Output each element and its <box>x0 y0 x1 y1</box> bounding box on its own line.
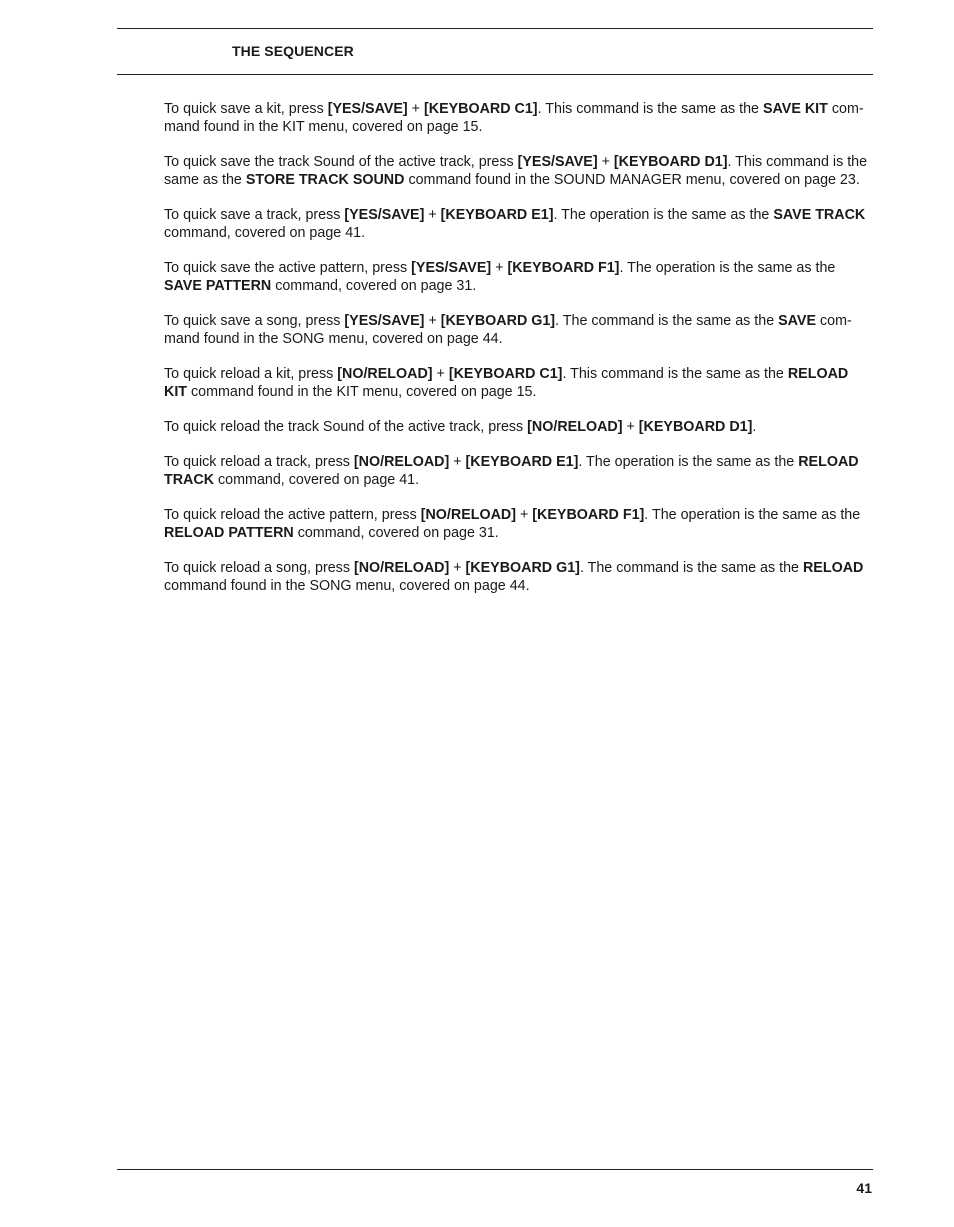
bold-term: SAVE <box>778 313 816 329</box>
bold-term: RELOAD TRACK <box>164 454 859 488</box>
text-run: + <box>432 366 449 382</box>
text-run: . The operation is the same as the <box>578 454 799 470</box>
text-run: . This command is the same as the <box>562 366 788 382</box>
bold-term: STORE TRACK SOUND <box>245 172 405 188</box>
paragraph-quick-reload-track-sound <box>164 418 873 436</box>
paragraph-quick-save-song <box>164 312 873 348</box>
text-run: To quick save a song, press <box>164 313 345 329</box>
text-run: . This command is the same as the <box>164 154 868 188</box>
bold-term: RELOAD <box>802 560 864 576</box>
text-run: . The command is the same as the <box>555 313 779 329</box>
bold-term: [NO/RELOAD] <box>353 560 450 576</box>
text-run: + <box>424 313 441 329</box>
page-body <box>164 100 873 612</box>
text-run: + <box>491 260 508 276</box>
section-title: THE SEQUENCER <box>232 43 354 59</box>
bold-term: SAVE TRACK <box>773 207 866 223</box>
text-run: + <box>407 101 424 117</box>
bold-term: [KEYBOARD D1] <box>613 154 728 170</box>
bold-term: SAVE KIT <box>763 101 828 117</box>
text-run: command, covered on page 31. <box>293 525 499 541</box>
bold-term: [YES/SAVE] <box>411 260 492 276</box>
text-run: To quick save the active pattern, press <box>164 260 412 276</box>
footer-rule <box>117 1169 873 1170</box>
paragraph-quick-save-track-sound <box>164 153 873 189</box>
bold-term: [KEYBOARD G1] <box>465 560 580 576</box>
text-run: + <box>622 419 639 435</box>
bold-term: [YES/SAVE] <box>344 207 425 223</box>
bold-term: [NO/RELOAD] <box>337 366 433 382</box>
paragraph-quick-reload-kit <box>164 365 873 401</box>
text-run: . The operation is the same as the <box>619 260 836 276</box>
text-run: command found in the SONG menu, covered on page 44. <box>164 578 530 594</box>
text-run: To quick reload a kit, press <box>164 366 338 382</box>
bold-term: [YES/SAVE] <box>327 101 408 117</box>
text-run: To quick reload a song, press <box>164 560 354 576</box>
bold-term: [KEYBOARD F1] <box>507 260 620 276</box>
paragraph-quick-save-pattern <box>164 259 873 295</box>
bold-term: [NO/RELOAD] <box>527 419 623 435</box>
bold-term: [KEYBOARD D1] <box>638 419 753 435</box>
text-run: To quick save the track Sound of the active track, press <box>164 154 518 170</box>
text-run: . The operation is the same as the <box>644 507 861 523</box>
text-run: To quick reload the track Sound of the active track, press <box>164 419 528 435</box>
bold-term: RELOAD KIT <box>164 366 849 400</box>
bold-term: [KEYBOARD F1] <box>532 507 645 523</box>
text-run: . This command is the same as the <box>537 101 763 117</box>
text-run: command, covered on page 41. <box>164 225 366 241</box>
text-run: + <box>597 154 614 170</box>
paragraph-quick-save-track <box>164 206 873 242</box>
paragraph-quick-reload-track <box>164 453 873 489</box>
header-top-rule <box>117 28 873 29</box>
bold-term: [KEYBOARD G1] <box>440 313 556 329</box>
paragraph-quick-save-kit <box>164 100 873 136</box>
text-run: . The command is the same as the <box>579 560 803 576</box>
bold-term: [KEYBOARD E1] <box>440 207 554 223</box>
paragraph-quick-reload-song <box>164 559 873 595</box>
text-run: command, covered on page 31. <box>271 278 477 294</box>
text-run: command found in the SOUND MANAGER menu, covered on page 23. <box>404 172 860 188</box>
bold-term: [NO/RELOAD] <box>353 454 450 470</box>
bold-term: [NO/RELOAD] <box>420 507 516 523</box>
text-run: . The operation is the same as the <box>553 207 774 223</box>
bold-term: [KEYBOARD C1] <box>423 101 538 117</box>
bold-term: [KEYBOARD E1] <box>465 454 579 470</box>
bold-term: [KEYBOARD C1] <box>448 366 563 382</box>
text-run: + <box>516 507 533 523</box>
text-run: To quick save a kit, press <box>164 101 328 117</box>
bold-term: [YES/SAVE] <box>344 313 425 329</box>
text-run: command, covered on page 41. <box>214 472 420 488</box>
text-run: To quick save a track, press <box>164 207 345 223</box>
bold-term: SAVE PATTERN <box>164 278 272 294</box>
page-number: 41 <box>856 1180 872 1196</box>
text-run: command found in the KIT menu, covered on page 15. <box>187 384 537 400</box>
text-run: . <box>752 419 757 435</box>
bold-term: [YES/SAVE] <box>517 154 598 170</box>
text-run: + <box>449 560 466 576</box>
paragraph-quick-reload-pattern <box>164 506 873 542</box>
header-bottom-rule <box>117 74 873 75</box>
text-run: To quick reload a track, press <box>164 454 354 470</box>
bold-term: RELOAD PATTERN <box>164 525 294 541</box>
text-run: + <box>449 454 466 470</box>
text-run: + <box>424 207 441 223</box>
text-run: command found in the SONG menu, covered on page 44. <box>164 313 852 347</box>
text-run: command found in the KIT menu, covered on page 15. <box>164 101 864 135</box>
text-run: To quick reload the active pattern, press <box>164 507 421 523</box>
